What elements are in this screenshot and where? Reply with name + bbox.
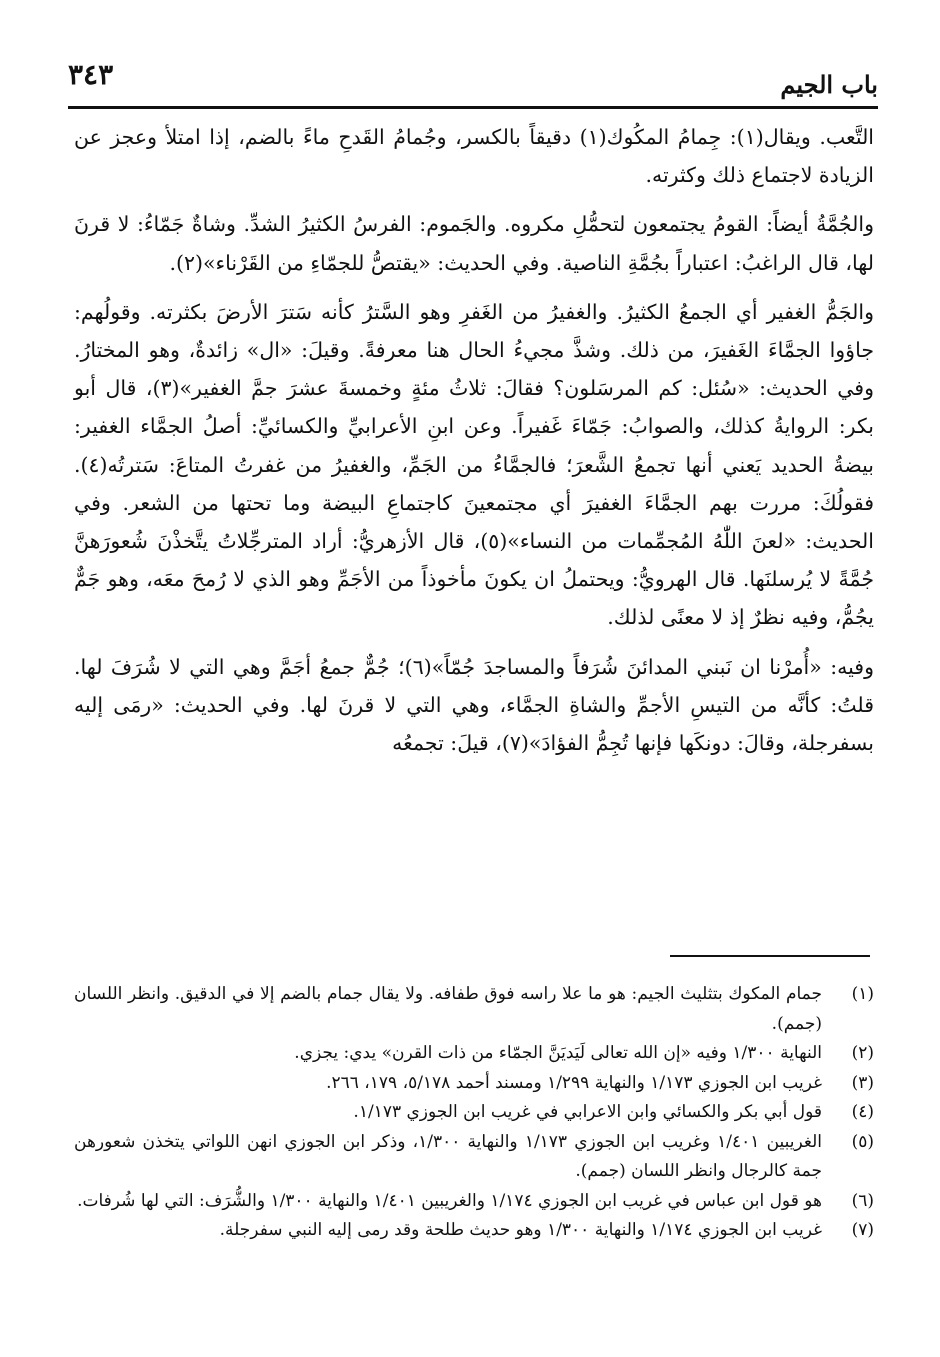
footnote <box>74 1069 874 1099</box>
paragraph: وفيه: «أُمرْنا ان نَبني المدائنَ شُرَفاً والمساجدَ جُمّاً»(٦)؛ جُمٌّ جمعُ أجَمَّ وهي التي لا شُرَفَ لها. قلتُ: كأنَّه من التيسِ الأجمِّ والشاةِ الجمَّاء، وهي التي لا قرنَ لها. وفي الحديث: «رمَى إليه بسفرجلة، وقالَ: دونكَها فإنها تُجِمُّ الفؤادَ»(٧)، قيلَ: تجمعُه <box>74 654 875 756</box>
footnote-number: (١) <box>851 984 874 1004</box>
footnote <box>74 1216 874 1246</box>
paragraph: والجَمُّ الغفير أي الجمعُ الكثيرُ. والغفيرُ من الغَفرِ وهو السَّترُ كأنه سَترَ الأرضَ بكثرته. وقولُهم: جاؤوا الجمَّاءَ الغَفيرَ، من ذلك. وشذَّ مجيءُ الحال هنا معرفةً. وقيلَ: «ال» زائدةٌ، وهو المختارُ. وفي الحديث: «سُئل: كم المرسَلون؟ فقالَ: ثلاثُ مئةٍ وخمسةَ عشرَ جمَّ الغفير»(٣)، قال أبو بكر: الروايةُ كذلك، والصوابُ: جَمّاءَ غَفيراً. وعن ابنِ الأعرابيِّ والكسائيِّ: أصلُ الجمَّاء الغفير: بيضةُ الحديد يَعني أنها تجمعُ الشَّعرَ؛ فالجمَّاءُ من الجَمِّ، والغفيرُ من غفرتُ المتاعَ: سَترتُه(٤). فقولُكَ: مررت بهم الجمَّاءَ الغفيرَ أي مجتمعينَ كاجتماعِ البيضة وما تحتها من الشعر. وفي الحديث: «لعنَ اللّٰهُ المُجمِّمات من النساء»(٥)، قال الأزهريُّ: أراد المترجِّلاتُ يتَّخذْنَ شُعورَهنَّ جُمَّةً لا يُرسلنَها. قال الهرويُّ: ويحتملُ ان يكونَ مأخوذاً من الأجَمِّ وهو الذي لا رُمحَ معَه، وهو جَمٌّ يجُمُّ، وفيه نظرٌ إذ لا معنًى لذلك. <box>74 299 874 630</box>
footnotes <box>74 980 874 1246</box>
footnote-number: (٧) <box>851 1220 874 1240</box>
footnote-text: قول أبي بكر والكسائي وابن الاعرابي في غريب ابن الجوزي ١/١٧٣. <box>353 1102 822 1122</box>
main-text <box>74 118 874 773</box>
footnote-number: (٣) <box>851 1072 874 1093</box>
page-number: ٣٤٣ <box>68 58 114 91</box>
header-rule <box>68 106 878 109</box>
paragraph: التَّعب. ويقال(١): جِمامُ المكُوك(١) دقيقاً بالكسر، وجُمامُ القَدحِ ماءً بالضم، إذا امتلأ وعجز عن الزيادة لاجتماع ذلك وكثرته. <box>74 125 875 188</box>
footnote-number: (٦) <box>851 1190 874 1211</box>
footnote <box>74 1039 874 1069</box>
footnote-text: هو قول ابن عباس في غريب ابن الجوزي ١/١٧٤ والغريبين ١/٤٠١ والنهاية ١/٣٠٠ والشُّرَف: التي لها شُرفات. <box>77 1190 822 1211</box>
footnote-text: الغريبين ١/٤٠١ وغريب ابن الجوزي ١/١٧٣ والنهاية ١/٣٠٠، وذكر ابن الجوزي انهن اللواتي يتخذن شعورهن جمة كالرجال وانظر اللسان (جمم). <box>74 1131 823 1181</box>
footnote-number: (٢) <box>851 1043 874 1063</box>
footnote-text: النهاية ١/٣٠٠ وفيه «إن الله تعالى لَيَديَنَّ الجمّاء من ذات القرن» يدي: يجزي. <box>294 1043 822 1063</box>
footnote-text: غريب ابن الجوزي ١/١٧٣ والنهاية ١/٢٩٩ ومسند أحمد ٥/١٧٨، ١٧٩، ٢٦٦. <box>326 1072 822 1093</box>
footnote <box>74 980 874 1039</box>
footnote-text: جمام المكوك بتثليث الجيم: هو ما علا راسه فوق طفافه. ولا يقال جمام بالضم إلا في الدقيق. وانظر اللسان (جمم). <box>74 984 822 1034</box>
footnote-separator <box>670 955 870 957</box>
paragraph: والجُمَّةُ أيضاً: القومُ يجتمعون لتحمُّلِ مكروه. والجَموم: الفرسُ الكثيرُ الشدِّ. وشاةٌ جَمّاءُ: لا قرنَ لها، قال الراغبُ: اعتباراً بجُمَّةِ الناصية. وفي الحديث: «يقتصُّ للجمّاءِ من القَرْناء»(٢). <box>74 212 874 275</box>
footnote <box>74 1098 874 1128</box>
chapter-title: باب الجيم <box>780 70 878 99</box>
footnote <box>74 1128 874 1187</box>
footnote-number: (٤) <box>851 1102 874 1122</box>
footnote-text: غريب ابن الجوزي ١/١٧٤ والنهاية ١/٣٠٠ وهو حديث طلحة وقد رمى إليه النبي سفرجلة. <box>219 1220 822 1240</box>
footnote <box>74 1187 874 1217</box>
page-header <box>68 58 878 98</box>
footnote-number: (٥) <box>851 1131 874 1152</box>
